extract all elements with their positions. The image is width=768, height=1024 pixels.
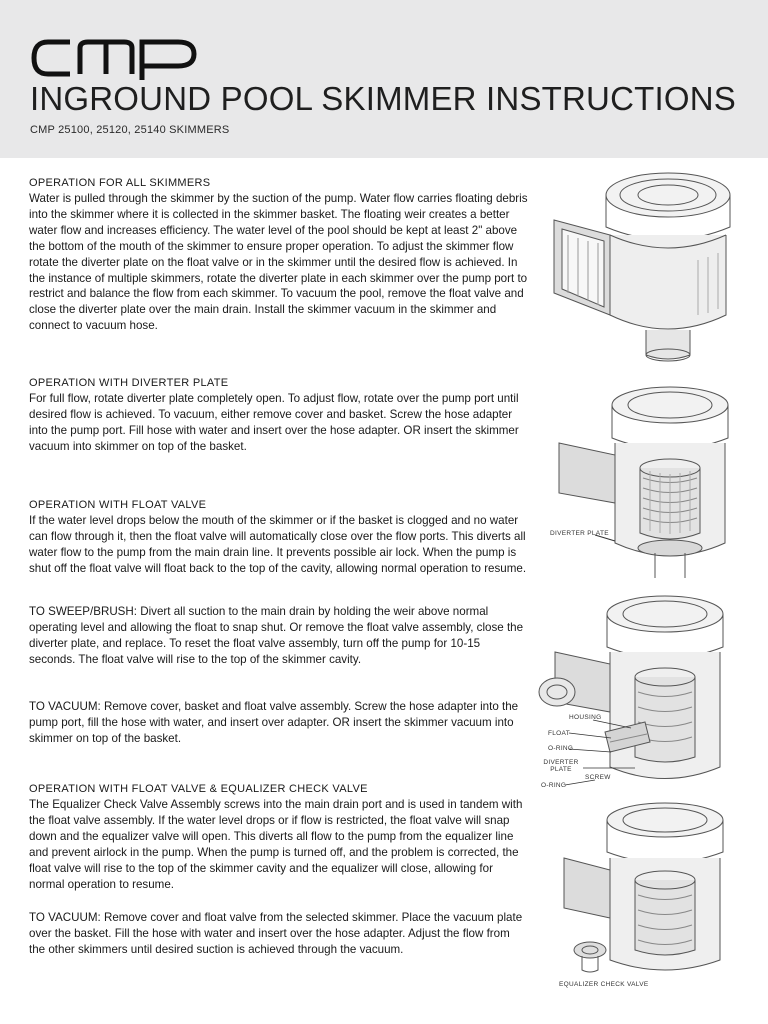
equalizer-vacuum-instructions xyxy=(29,910,529,958)
section-body: If the water level drops below the mouth of the skimmer or if the basket is clogged and no water can flow through it, then the float valve will automatically close over the flow ports. This diverts all water flow to the pump from the main drain line. It prevents possible air lock. When the pump is shut off the float valve will float back to the top of the cavity, allowing normal operation to resume. xyxy=(29,514,527,575)
model-numbers: CMP 25100, 25120, 25140 SKIMMERS xyxy=(30,124,230,136)
inline-heading: TO VACUUM: xyxy=(29,700,101,713)
section-float-valve xyxy=(29,497,529,577)
section-body: Water is pulled through the skimmer by the suction of the pump. Water flow carries floating debris into the skimmer where it is collected in the skimmer basket. The floating weir creates a better water flow and increases efficiency. The water level of the pool should be kept at least 2" above the bottom of the mouth of the skimmer to ensure proper operation. To adjust the skimmer flow rotate the diverter plate on the float valve or in the skimmer until the desired flow is achieved. In the instance of multiple skimmers, rotate the diverter plate in each skimmer over the pump port to restrict and balance the flow from each skimmer. To vacuum the pool, remove the float valve and close the diverter plate over the main drain. Install the skimmer vacuum in the skimmer and connect to vacuum hose. xyxy=(29,192,528,333)
callout-equalizer-check-valve: EQUALIZER CHECK VALVE xyxy=(559,981,649,988)
page-title: INGROUND POOL SKIMMER INSTRUCTIONS xyxy=(30,80,736,117)
callout-screw: SCREW xyxy=(585,774,611,781)
callout-diverter-plate: DIVERTER PLATE xyxy=(550,530,609,537)
callout-o-ring: O-RING xyxy=(548,745,574,752)
diverter-plate-cutaway-illustration xyxy=(555,383,745,583)
section-all-skimmers xyxy=(29,175,529,334)
cmp-logo xyxy=(30,36,200,80)
callout-float: FLOAT xyxy=(548,730,570,737)
section-heading: OPERATION WITH FLOAT VALVE xyxy=(29,499,207,511)
section-diverter-plate xyxy=(29,375,529,455)
callout-housing: HOUSING xyxy=(569,714,602,721)
inline-body: Remove cover, basket and float valve assembly. Screw the hose adapter into the pump port, fill the hose with water, and insert over adapter. OR insert the skimmer vacuum into skimmer on top of the basket. xyxy=(29,700,519,745)
section-body: For full flow, rotate diverter plate completely open. To adjust flow, rotate over the pump port until desired flow is achieved. To vacuum, either remove cover and basket. Screw the hose adapter into the pump port. Fill hose with water and insert over the hose adapter. OR insert the skimmer vacuum into skimmer on top of the basket. xyxy=(29,392,519,453)
inline-heading: TO VACUUM: xyxy=(29,911,101,924)
callout-diverter-plate-exploded: DIVERTER PLATE xyxy=(543,759,579,773)
section-heading: OPERATION WITH FLOAT VALVE & EQUALIZER CHECK VALVE xyxy=(29,783,368,795)
header-band xyxy=(0,0,768,158)
skimmer-illustration xyxy=(548,165,748,375)
equalizer-check-valve-illustration xyxy=(560,800,750,980)
section-equalizer-check-valve xyxy=(29,781,529,892)
callout-o-ring-2: O-RING xyxy=(541,782,567,789)
inline-heading: TO SWEEP/BRUSH: xyxy=(29,605,138,618)
sweep-brush-instructions xyxy=(29,604,529,668)
vacuum-instructions xyxy=(29,699,529,747)
section-heading: OPERATION WITH DIVERTER PLATE xyxy=(29,377,229,389)
inline-body: Divert all suction to the main drain by holding the weir above normal operating level and allowing the float to snap shut. Or remove the float valve assembly, close the diverter plate, and replace. To reset the float valve assembly, turn off the pump for 10-15 seconds. The float valve will rise to the top of the skimmer cavity. xyxy=(29,605,524,666)
inline-body: Remove cover and float valve from the selected skimmer. Place the vacuum plate over the basket. Fill the hose with water and insert over the hose adapter. Adjust the flow from the other skimmers until desired suction is achieved through the vacuum. xyxy=(29,911,523,956)
section-heading: OPERATION FOR ALL SKIMMERS xyxy=(29,177,211,189)
section-body: The Equalizer Check Valve Assembly screws into the main drain port and is used in tandem with the float valve assembly. If the water level drops or if flow is restricted, the float valve will snap down and the equalizer valve will open. This diverts all flow to the pump from the equalizer line and prevent airlock in the pump. When the pump is turned off, and the problem is corrected, the float valve will rise to the top of the skimmer cavity and the equalizer will close, allowing for normal operation to resume. xyxy=(29,798,523,891)
